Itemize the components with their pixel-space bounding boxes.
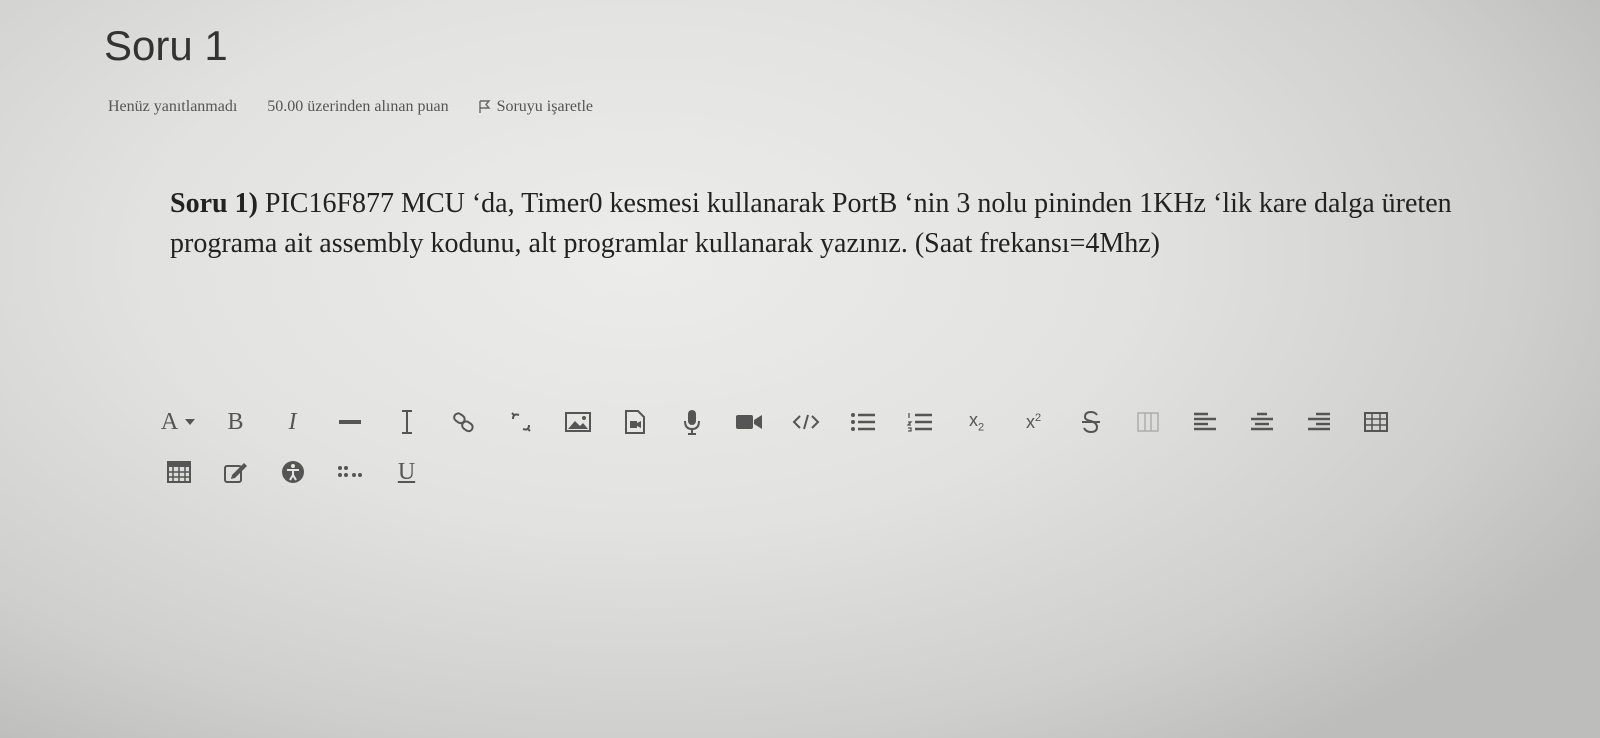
question-body: PIC16F877 MCU ‘da, Timer0 kesmesi kullanarak PortB ‘nin 3 nolu pininden 1KHz ‘lik kare dalga üreten programa ait assembly kodunu, alt programlar kullanarak yazınız. (Saat frekansı=4Mhz) — [170, 188, 1452, 259]
equation-editor-button[interactable] — [150, 454, 207, 490]
font-style-glyph: A — [160, 408, 179, 435]
video-camera-icon — [735, 413, 763, 431]
superscript-glyph: $x^2$ — [1025, 411, 1042, 432]
bold-button[interactable] — [207, 404, 264, 440]
media-file-icon — [625, 410, 645, 434]
unlink-button[interactable] — [492, 404, 549, 440]
align-left-button[interactable] — [1176, 404, 1233, 440]
caret-down-icon — [184, 418, 196, 426]
unlink-icon — [509, 410, 533, 434]
question-text — [170, 184, 1470, 264]
screenreader-helper-button[interactable] — [321, 454, 378, 490]
italic-glyph: I — [288, 408, 297, 435]
strikethrough-button[interactable] — [1062, 404, 1119, 440]
image-icon — [565, 412, 591, 432]
calculator-icon — [167, 461, 191, 483]
edit-icon — [224, 461, 248, 483]
bullet-list-icon — [850, 412, 876, 432]
link-icon — [452, 410, 476, 434]
horizontal-rule-button[interactable] — [321, 404, 378, 440]
question-info — [108, 98, 593, 116]
code-icon — [792, 413, 820, 431]
numbered-list-icon — [907, 412, 933, 432]
indent-button[interactable] — [1119, 404, 1176, 440]
align-right-icon — [1307, 412, 1331, 432]
insert-table-button[interactable] — [1347, 404, 1404, 440]
subscript-glyph: $x_2$ — [968, 410, 985, 434]
flag-icon — [479, 100, 491, 114]
microphone-icon — [684, 409, 700, 435]
flag-question-label: Soruyu işaretle — [496, 98, 593, 115]
insert-image-button[interactable] — [549, 404, 606, 440]
subscript-button[interactable] — [948, 404, 1005, 440]
italic-button[interactable] — [264, 404, 321, 440]
question-state: Henüz yanıtlanmadı — [108, 98, 238, 115]
font-style-button[interactable] — [150, 404, 207, 440]
html-source-button[interactable] — [777, 404, 834, 440]
align-left-icon — [1193, 412, 1217, 432]
question-grade: 50.00 üzerinden alınan puan — [267, 98, 449, 115]
flag-question-link[interactable] — [479, 98, 593, 116]
underline-glyph: U — [397, 458, 416, 485]
accessibility-checker-button[interactable] — [264, 454, 321, 490]
insert-media-button[interactable] — [606, 404, 663, 440]
record-audio-button[interactable] — [663, 404, 720, 440]
ordered-list-button[interactable] — [891, 404, 948, 440]
indent-icon — [1137, 412, 1159, 432]
align-center-button[interactable] — [1233, 404, 1290, 440]
superscript-button[interactable] — [1005, 404, 1062, 440]
table-icon — [1364, 412, 1388, 432]
unordered-list-button[interactable] — [834, 404, 891, 440]
question-lead: Soru 1) — [170, 188, 258, 219]
align-right-button[interactable] — [1290, 404, 1347, 440]
strikethrough-icon — [1081, 410, 1101, 434]
manage-files-button[interactable] — [207, 454, 264, 490]
braille-icon — [337, 465, 363, 479]
editor-toolbar — [150, 404, 1430, 490]
align-center-icon — [1250, 412, 1274, 432]
horizontal-rule-icon — [339, 419, 361, 425]
record-video-button[interactable] — [720, 404, 777, 440]
question-title: Soru 1 — [104, 22, 228, 69]
clear-formatting-icon — [400, 409, 414, 435]
bold-glyph: B — [227, 408, 244, 435]
clear-formatting-button[interactable] — [378, 404, 435, 440]
underline-button[interactable] — [378, 454, 435, 490]
accessibility-icon — [281, 460, 305, 484]
insert-link-button[interactable] — [435, 404, 492, 440]
